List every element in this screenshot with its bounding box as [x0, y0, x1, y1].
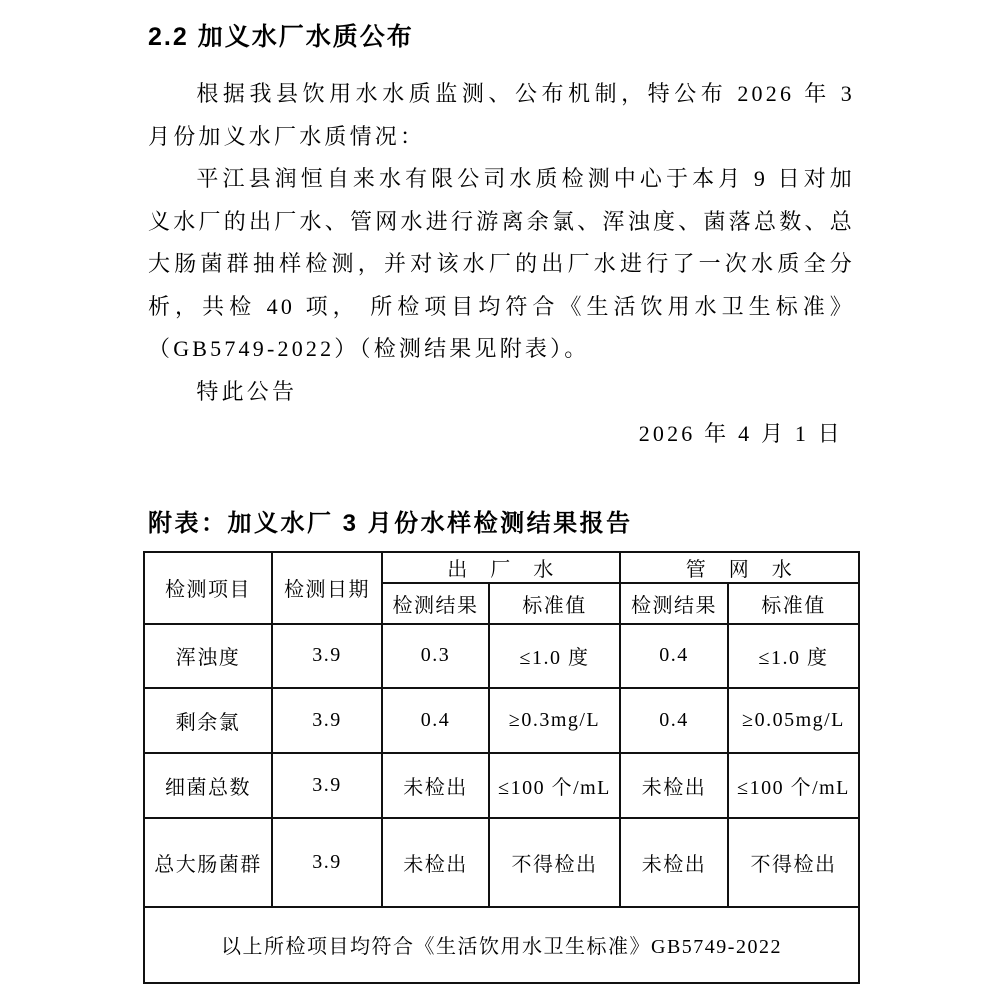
water-quality-table: [143, 551, 860, 984]
cell-date: 3.9: [272, 753, 382, 818]
cell-pipe-result: 0.4: [620, 688, 728, 753]
col-header-item: 检测项目: [144, 552, 272, 624]
cell-item: 细菌总数: [144, 753, 272, 818]
section-heading: 2.2 加义水厂水质公布: [148, 23, 414, 51]
col-header-pipe-result: 检测结果: [620, 583, 728, 624]
table-header-row-top: [144, 552, 859, 583]
table-row-residual-chlorine: [144, 688, 859, 753]
col-header-pipe-water: 管 网 水: [620, 552, 859, 583]
cell-pipe-standard: 不得检出: [728, 818, 859, 907]
col-header-factory-result: 检测结果: [382, 583, 489, 624]
col-header-factory-standard: 标准值: [489, 583, 620, 624]
cell-factory-standard: ≥0.3mg/L: [489, 688, 620, 753]
cell-date: 3.9: [272, 818, 382, 907]
cell-pipe-standard: ≤1.0 度: [728, 624, 859, 688]
cell-factory-result: 0.3: [382, 624, 489, 688]
table-footer-note: 以上所检项目均符合《生活饮用水卫生标准》GB5749-2022: [144, 907, 859, 983]
table-footer-row: [144, 907, 859, 983]
paragraph-details: 平江县润恒自来水有限公司水质检测中心于本月 9 日对加义水厂的出厂水、管网水进行游离余氯、浑浊度、菌落总数、总大肠菌群抽样检测，并对该水厂的出厂水进行了一次水质全分析，共检 40 项， 所检项目均符合《生活饮用水卫生标准》（GB5749-2022）（检测结果见附表）。: [148, 166, 855, 361]
paragraph-notice: 特此公告: [196, 378, 298, 404]
cell-item: 总大肠菌群: [144, 818, 272, 907]
cell-pipe-standard: ≤100 个/mL: [728, 753, 859, 818]
cell-date: 3.9: [272, 688, 382, 753]
table-row-bacteria-count: [144, 753, 859, 818]
cell-item: 浑浊度: [144, 624, 272, 688]
announcement-date: 2026 年 4 月 1 日: [638, 421, 843, 446]
cell-item: 剩余氯: [144, 688, 272, 753]
cell-factory-result: 未检出: [382, 818, 489, 907]
cell-factory-standard: ≤100 个/mL: [489, 753, 620, 818]
paragraph-intro: 根据我县饮用水水质监测、公布机制，特公布 2026 年 3 月份加义水厂水质情况：: [148, 81, 855, 149]
cell-pipe-result: 未检出: [620, 753, 728, 818]
cell-pipe-result: 0.4: [620, 624, 728, 688]
cell-pipe-result: 未检出: [620, 818, 728, 907]
cell-factory-standard: ≤1.0 度: [489, 624, 620, 688]
table-row-turbidity: [144, 624, 859, 688]
col-header-pipe-standard: 标准值: [728, 583, 859, 624]
cell-factory-result: 未检出: [382, 753, 489, 818]
cell-pipe-standard: ≥0.05mg/L: [728, 688, 859, 753]
col-header-factory-water: 出 厂 水: [382, 552, 620, 583]
cell-factory-standard: 不得检出: [489, 818, 620, 907]
table-row-total-coliforms: [144, 818, 859, 907]
col-header-date: 检测日期: [272, 552, 382, 624]
cell-factory-result: 0.4: [382, 688, 489, 753]
table-title: 附表：加义水厂 3 月份水样检测结果报告: [148, 509, 633, 537]
cell-date: 3.9: [272, 624, 382, 688]
